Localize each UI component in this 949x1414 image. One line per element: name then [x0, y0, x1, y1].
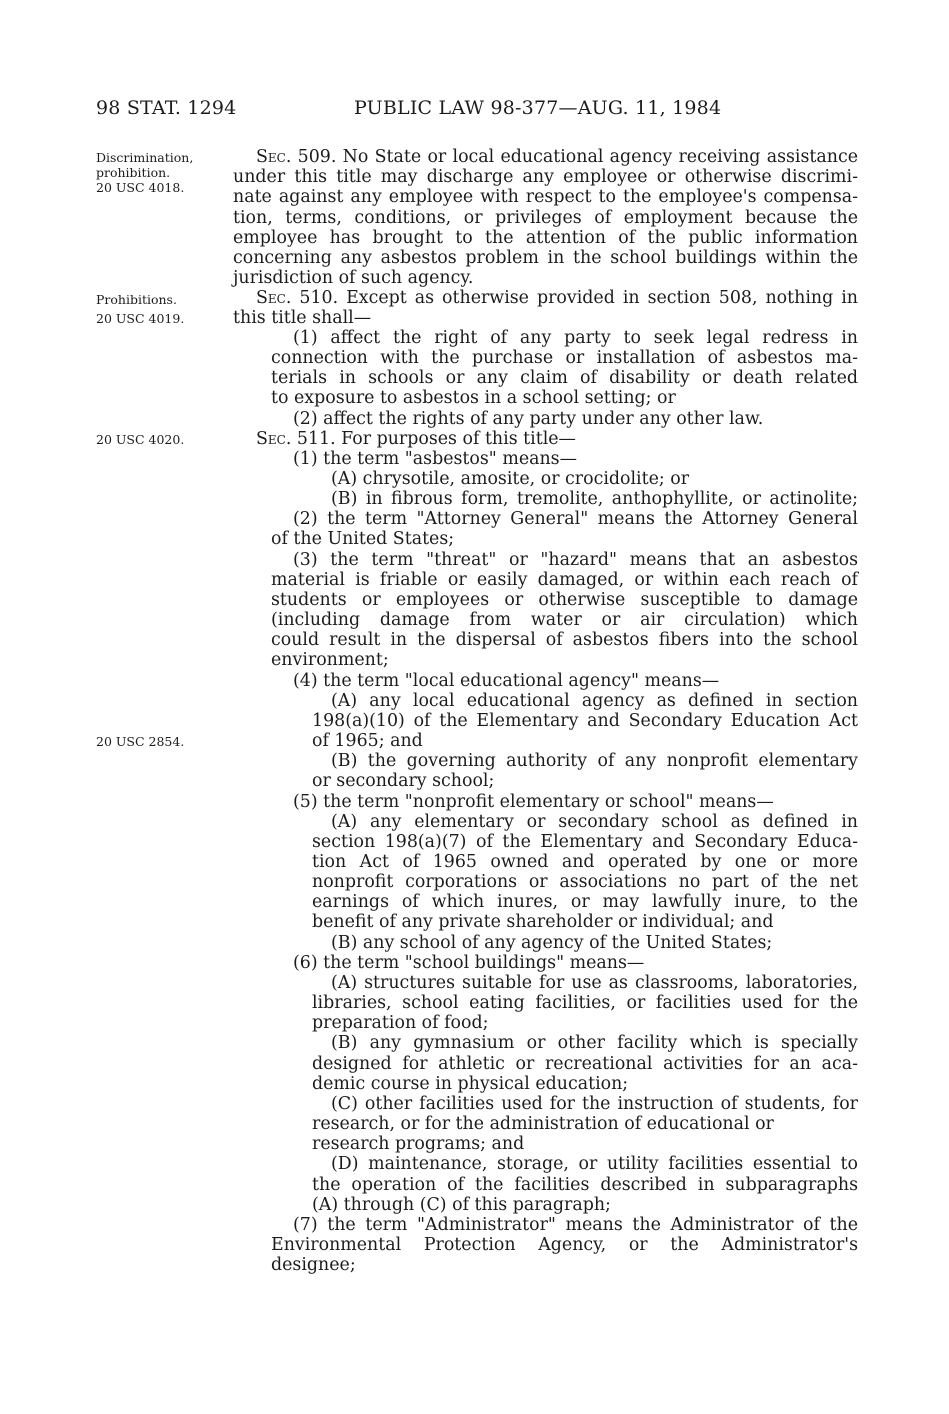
text-line: terials in schools or any claim of disability or death related — [271, 368, 858, 388]
text-line: tion, terms, conditions, or privileges of employment because the — [233, 208, 858, 228]
text-line: material is friable or easily damaged, or within each reach of — [271, 570, 858, 590]
margin-note-citation-4019: 20 USC 4019. — [96, 311, 185, 326]
law-title: PUBLIC LAW 98-377—AUG. 11, 1984 — [354, 97, 722, 119]
text-line: (A) any local educational agency as defined in section — [331, 691, 858, 711]
text-line: (A) through (C) of this paragraph; — [312, 1195, 611, 1215]
text-line: this title shall— — [233, 308, 372, 328]
text-line: under this title may discharge any employee or otherwise discrimi- — [233, 167, 858, 187]
text-line: (C) other facilities used for the instruction of students, for — [331, 1094, 858, 1114]
text-line: (including damage from water or air circulation) which — [271, 610, 858, 630]
text-line: employee has brought to the attention of the public information — [233, 228, 858, 248]
text-line: (B) any school of any agency of the United States; — [331, 933, 773, 953]
text-line: (B) the governing authority of any nonprofit elementary — [331, 751, 858, 771]
text-line: students or employees or otherwise susceptible to damage — [271, 590, 858, 610]
text-line: research, or for the administration of educational or — [312, 1114, 774, 1134]
text-line: concerning any asbestos problem in the school buildings within the — [233, 248, 858, 268]
text-line: Sec. 511. For purposes of this title— — [256, 429, 576, 449]
text-line: of the United States; — [271, 529, 455, 549]
text-line: the operation of the facilities described in subparagraphs — [312, 1175, 858, 1195]
text-line: (6) the term "school buildings" means— — [293, 953, 645, 973]
text-line: to exposure to asbestos in a school setting; or — [271, 388, 676, 408]
text-line: (5) the term "nonprofit elementary or school" means— — [293, 792, 774, 812]
text-line: environment; — [271, 650, 389, 670]
text-line: nonprofit corporations or associations no part of the net — [312, 872, 858, 892]
text-line: tion Act of 1965 owned and operated by one or more — [312, 852, 858, 872]
text-line: (4) the term "local educational agency" means— — [293, 671, 720, 691]
text-line: (D) maintenance, storage, or utility facilities essential to — [331, 1154, 858, 1174]
text-line: (A) chrysotile, amosite, or crocidolite; or — [331, 469, 690, 489]
text-line: libraries, school eating facilities, or facilities used for the — [312, 993, 858, 1013]
margin-note-prohibitions: Prohibitions. — [96, 292, 177, 307]
text-line: research programs; and — [312, 1134, 525, 1154]
text-line: earnings of which inures, or may lawfully inure, to the — [312, 892, 858, 912]
text-line: jurisdiction of such agency. — [233, 268, 474, 288]
text-line: preparation of food; — [312, 1013, 489, 1033]
margin-note-citation-4018: 20 USC 4018. — [96, 180, 185, 195]
text-line: could result in the dispersal of asbestos fibers into the school — [271, 630, 858, 650]
text-line: 198(a)(10) of the Elementary and Secondary Education Act — [312, 711, 858, 731]
margin-note-prohibition: prohibition. — [96, 165, 171, 180]
text-line: designed for athletic or recreational activities for an aca- — [312, 1054, 858, 1074]
text-line: (A) structures suitable for use as classrooms, laboratories, — [331, 973, 858, 993]
page-header — [96, 97, 866, 127]
text-line: Sec. 510. Except as otherwise provided in section 508, nothing in — [256, 288, 858, 308]
text-line: of 1965; and — [312, 731, 423, 751]
margin-note-citation-4020: 20 USC 4020. — [96, 432, 185, 447]
text-line: (1) the term "asbestos" means— — [293, 449, 577, 469]
text-line: designee; — [271, 1255, 356, 1275]
text-line: Sec. 509. No State or local educational agency receiving assistance — [256, 147, 858, 167]
margin-note-discrimination: Discrimination, — [96, 150, 194, 165]
section-label: Sec. — [256, 147, 292, 167]
section-label: Sec. — [256, 288, 292, 308]
text-line: Environmental Protection Agency, or the Administrator's — [271, 1235, 858, 1255]
text-line: (2) the term "Attorney General" means the Attorney General — [293, 509, 858, 529]
text-line: or secondary school; — [312, 771, 495, 791]
text-line: nate against any employee with respect to the employee's compensa- — [233, 187, 858, 207]
text-line: (A) any elementary or secondary school as defined in — [331, 812, 858, 832]
text-line: (7) the term "Administrator" means the Administrator of the — [293, 1215, 858, 1235]
section-label: Sec. — [256, 429, 292, 449]
text-line: (B) in fibrous form, tremolite, anthophyllite, or actinolite; — [331, 489, 858, 509]
text-line: connection with the purchase or installation of asbestos ma- — [271, 348, 858, 368]
text-line: section 198(a)(7) of the Elementary and Secondary Educa- — [312, 832, 858, 852]
text-line: (2) affect the rights of any party under any other law. — [293, 409, 764, 429]
text-line: demic course in physical education; — [312, 1074, 629, 1094]
text-line: (1) affect the right of any party to seek legal redress in — [293, 328, 858, 348]
stat-page-number: 98 STAT. 1294 — [96, 97, 237, 119]
text-line: (B) any gymnasium or other facility which is specially — [331, 1033, 858, 1053]
margin-note-citation-2854: 20 USC 2854. — [96, 734, 185, 749]
text-line: (3) the term "threat" or "hazard" means that an asbestos — [293, 550, 858, 570]
text-line: benefit of any private shareholder or individual; and — [312, 912, 774, 932]
